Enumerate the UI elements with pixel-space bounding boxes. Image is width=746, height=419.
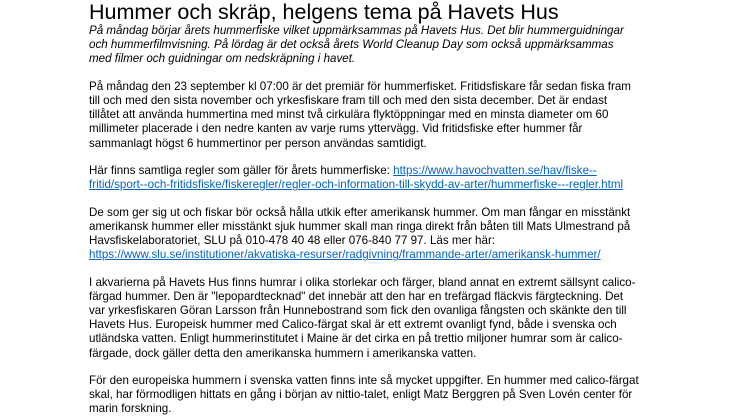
regler-link-part1[interactable]: https://www.havochvatten.se/hav/fiske-- bbox=[393, 164, 597, 177]
paragraph-gap bbox=[89, 262, 729, 275]
paragraph-regler bbox=[89, 164, 729, 192]
regler-text: Här finns samtliga regler som gäller för årets hummerfiske: bbox=[89, 164, 394, 177]
paragraph-hummerfiske-premiar: På måndag den 23 september kl 07:00 är det premiär för hummerfisket. Fritidsfiskare får sedan fiska fram till och med den sista november och yrkesfiskare fram till och med den sista december. Det är endast tillåtet att använda hummertina med minst två cirkulära flyktöppningar med en minsta diameter om 60 millimeter placerade i den nedre kanten av varje rums yttervägg. Vid fritidsfiske efter hummer får sammanlagt högst 6 hummertinor per person användas samtidigt. bbox=[89, 79, 631, 150]
article-title: Hummer och skräp, helgens tema på Havets Hus bbox=[89, 0, 559, 24]
paragraph-gap bbox=[89, 151, 729, 164]
article-lead: På måndag börjar årets hummerfiske vilket uppmärksammas på Havets Hus. Det blir hummerguidningar och hummerfilmvisning. På lördag är det också årets World Cleanup Day som också uppmärksammas med filmer och guidningar om nedskräpning i havet. bbox=[89, 24, 624, 66]
amerikansk-hummer-text: De som ger sig ut och fiskar bör också hålla utkik efter amerikansk hummer. Om man fångar en misstänkt amerikansk hummer eller misstänkt sjuk hummer skall man ringa direkt från båten till Mats Ulmestrand på Havsfiskelaboratoriet, SLU på 010-478 40 48 eller 076-840 77 97. Läs mer här: bbox=[89, 205, 631, 247]
document-page bbox=[89, 0, 729, 417]
slu-link[interactable]: https://www.slu.se/institutioner/akvatiska-resurser/radgivning/frammande-arter/amerikansk-hummer/ bbox=[89, 248, 601, 262]
regler-link-part2[interactable]: fritid/sport--och-fritidsfiske/fiskeregler/regler-och-information-till-skydd-av-arter/hummerfiske---regler.html bbox=[89, 178, 624, 192]
paragraph-gap bbox=[89, 361, 729, 374]
paragraph-gap bbox=[89, 192, 729, 205]
paragraph-europeisk-hummer: För den europeiska hummern i svenska vatten finns inte så mycket uppgifter. En hummer med calico-färgat skal, har förmodligen hittats en gång i början av nittio-talet, enligt Matz Berggren på Sven Lovén center för marin forskning. bbox=[89, 374, 639, 416]
paragraph-gap bbox=[89, 67, 729, 80]
paragraph-akvarierna: I akvarierna på Havets Hus finns humrar i olika storlekar och färger, bland annat en extremt sällsynt calico- färgad hummer. Den är "lepopardtecknad" det innebär att den har en trefärgad fläckvis färgteckning. Det var yrkesfiskaren Göran Larsson från Hunnebostrand som fick den ovanliga fångsten och skänkte den till Havets Hus. Europeisk hummer med Calico-färgat skal är ett extremt ovanligt fynd, både i svenska och utländska vatten. Enligt hummerinstitutet i Maine är det cirka en på trettio miljoner humrar som är calico- färgade, dock gäller detta den amerikanska hummern i amerikanska vatten. bbox=[89, 275, 636, 360]
paragraph-amerikansk-hummer bbox=[89, 206, 729, 263]
